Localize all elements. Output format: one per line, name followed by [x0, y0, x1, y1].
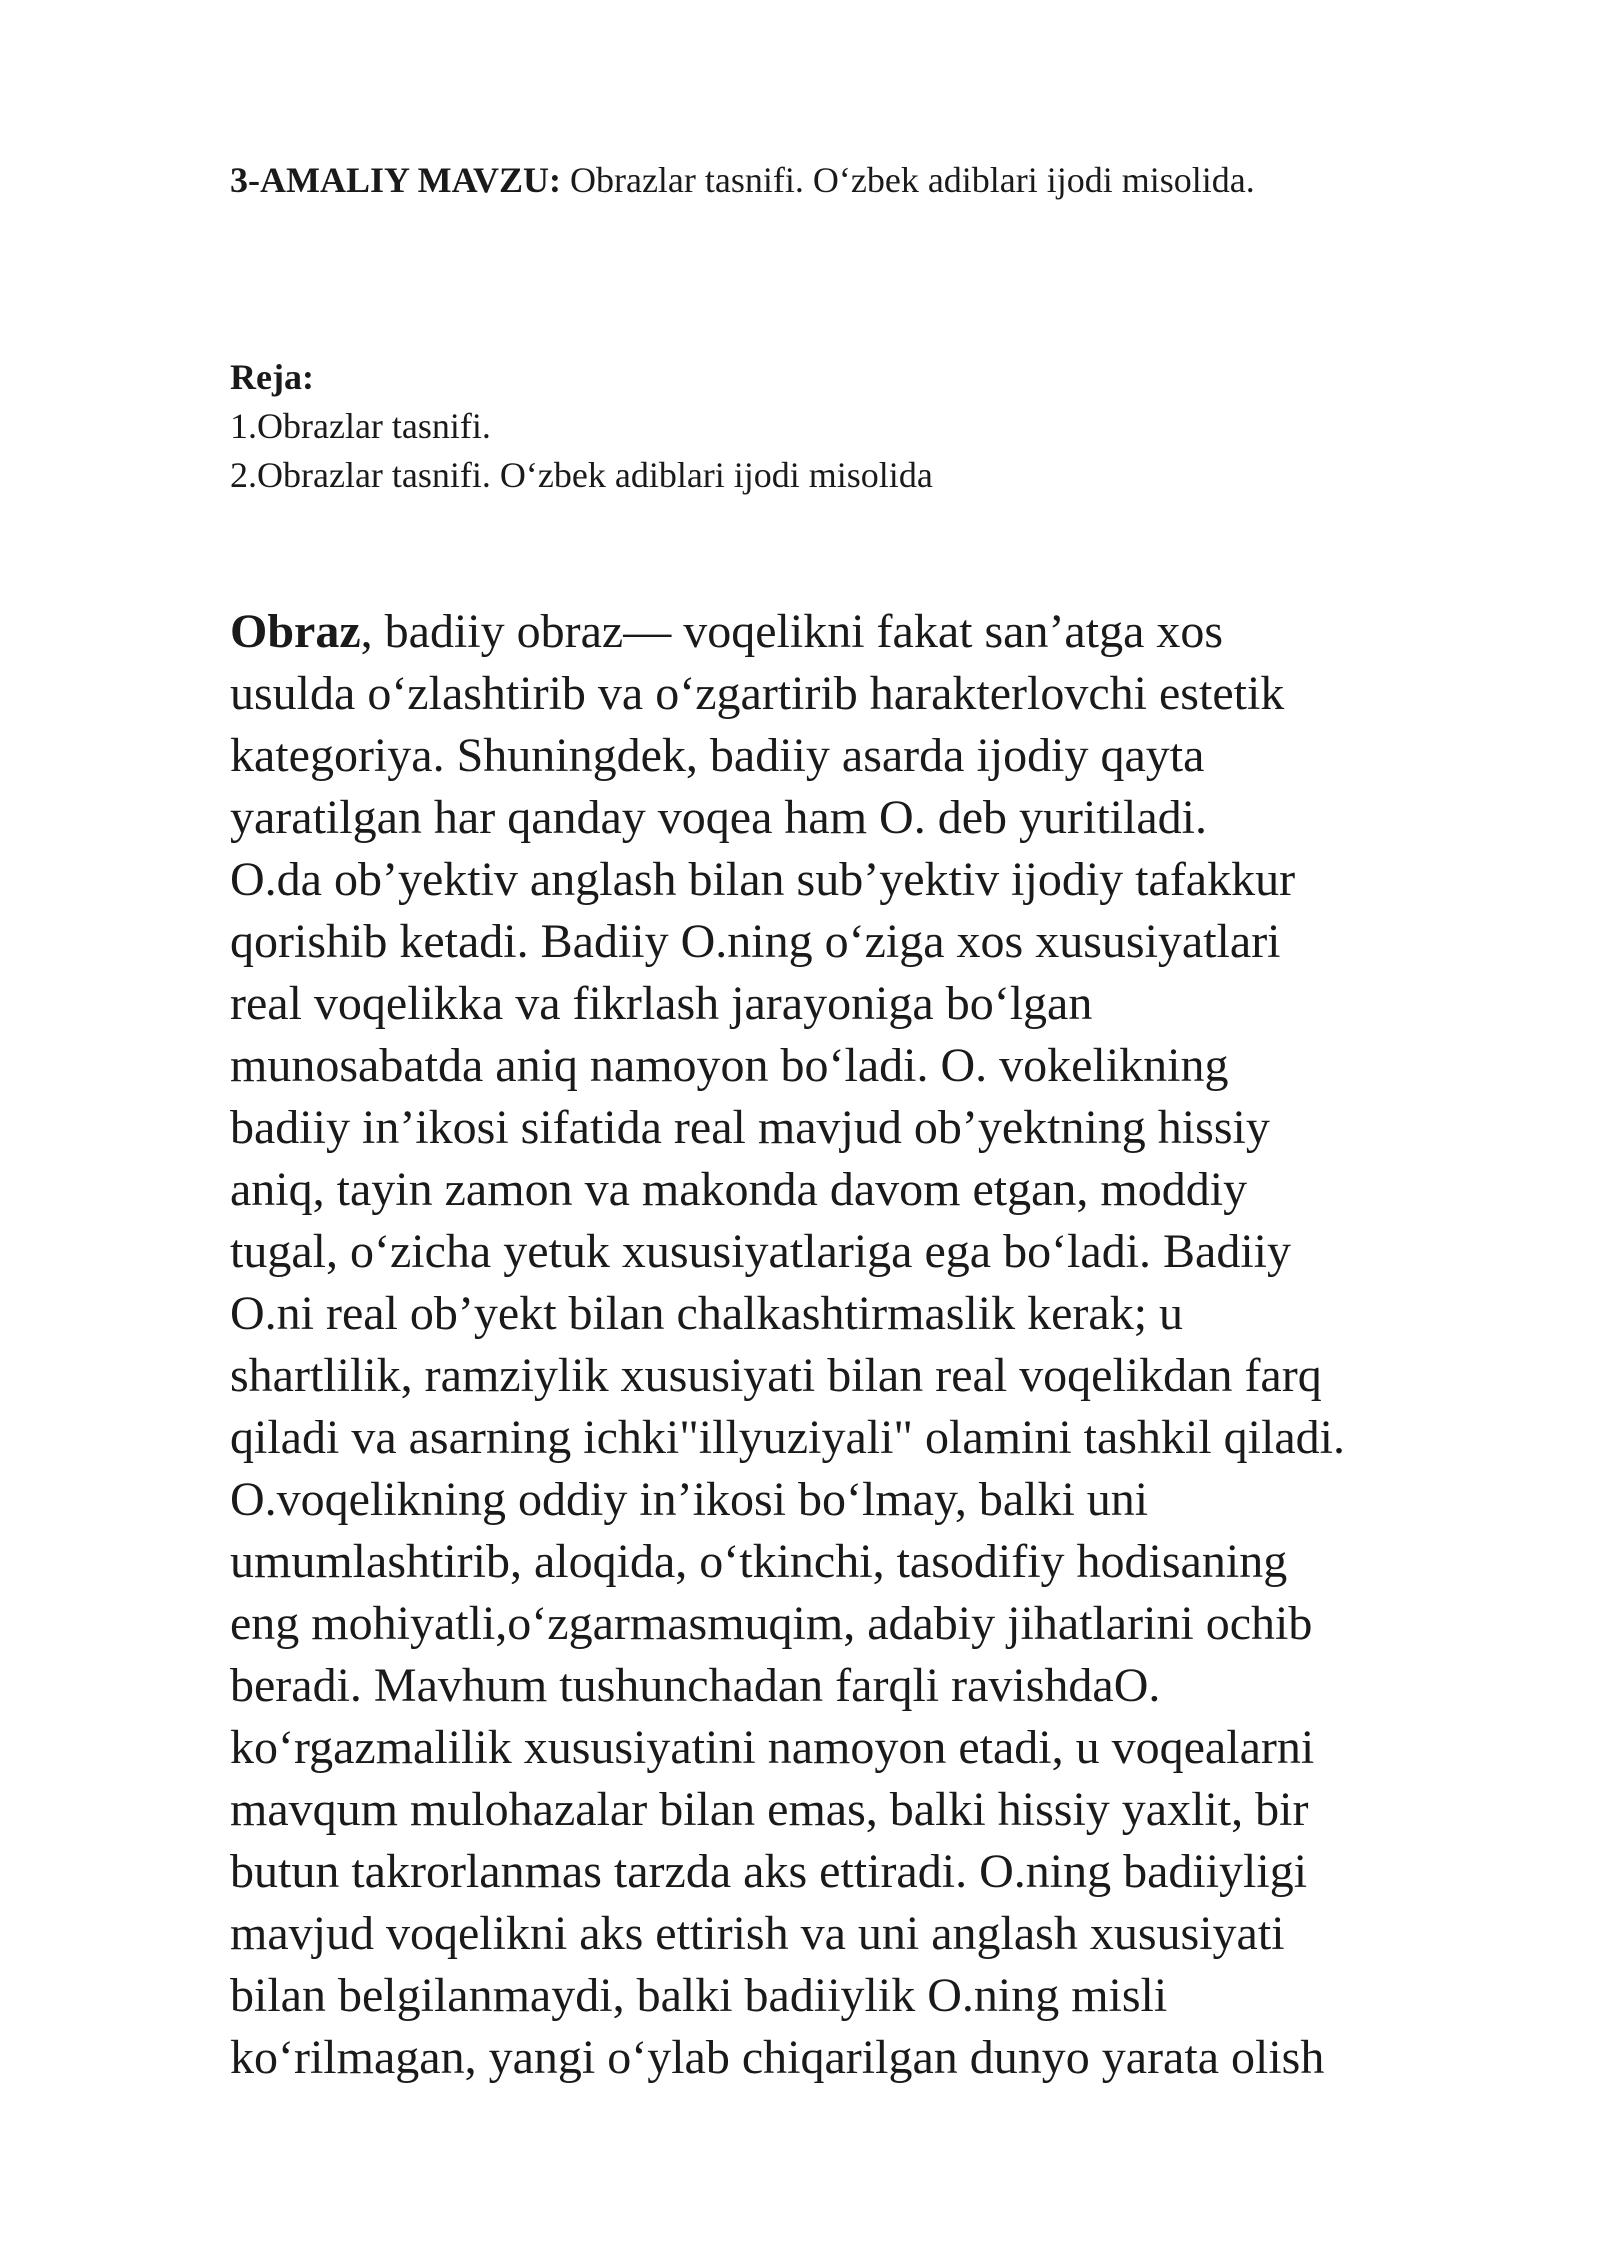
plan-list	[230, 402, 933, 500]
paragraph-line: O.voqelikning oddiy in’ikosi bo‘lmay, balki uni	[230, 1473, 1149, 1526]
paragraph-line: beradi. Mavhum tushunchadan farqli ravishdaO.	[230, 1659, 1161, 1712]
paragraph-line: umumlashtirib, aloqida, o‘tkinchi, tasodifiy hodisaning	[230, 1535, 1288, 1588]
paragraph-line: bilan belgilanmaydi, balki badiiylik O.ning misli	[230, 1969, 1168, 2022]
paragraph-line: badiiy in’ikosi sifatida real mavjud ob’yektning hissiy	[230, 1101, 1270, 1154]
defined-term: Obraz	[230, 605, 361, 658]
paragraph-line-text: , badiiy obraz— voqelikni fakat san’atga xos	[360, 605, 1224, 658]
paragraph-line: eng mohiyatli,o‘zgarmasmuqim, adabiy jihatlarini ochib	[230, 1597, 1313, 1650]
topic-heading	[230, 158, 1255, 202]
paragraph-line: mavqum mulohazalar bilan emas, balki hissiy yaxlit, bir	[230, 1783, 1309, 1836]
paragraph-line: yaratilgan har qanday voqea ham O. deb yuritiladi.	[230, 791, 1207, 844]
plan-section	[230, 353, 933, 500]
plan-item: 2.Obrazlar tasnifi. O‘zbek adiblari ijodi misolida	[230, 455, 933, 495]
paragraph-line: qiladi va asarning ichki"illyuziyali" olamini tashkil qiladi.	[230, 1411, 1345, 1464]
paragraph-line: real voqelikka va fikrlash jarayoniga bo‘lgan	[230, 977, 1093, 1030]
paragraph-line: O.da ob’yektiv anglash bilan sub’yektiv ijodiy tafakkur	[230, 853, 1296, 906]
paragraph-line: qorishib ketadi. Badiiy O.ning o‘ziga xos xususiyatlari	[230, 915, 1281, 968]
paragraph-line: tugal, o‘zicha yetuk xususiyatlariga ega bo‘ladi. Badiiy	[230, 1225, 1292, 1278]
plan-title: Reja:	[230, 357, 314, 397]
paragraph-line: usulda o‘zlashtirib va o‘zgartirib harakterlovchi estetik	[230, 667, 1285, 720]
paragraph-line: shartlilik, ramziylik xususiyati bilan real voqelikdan farq	[230, 1349, 1322, 1402]
paragraph-line: ko‘rilmagan, yangi o‘ylab chiqarilgan dunyo yarata olish	[230, 2031, 1325, 2084]
paragraph-line: munosabatda aniq namoyon bo‘ladi. O. vokelikning	[230, 1039, 1229, 1092]
plan-item: 1.Obrazlar tasnifi.	[230, 406, 491, 446]
paragraph-line: aniq, tayin zamon va makonda davom etgan, moddiy	[230, 1163, 1248, 1216]
paragraph-line	[230, 601, 1500, 663]
paragraph-line: butun takrorlanmas tarzda aks ettiradi. O.ning badiiyligi	[230, 1845, 1308, 1898]
topic-label: 3-AMALIY MAVZU:	[230, 160, 561, 200]
paragraph-line: O.ni real ob’yekt bilan chalkashtirmaslik kerak; u	[230, 1287, 1184, 1340]
topic-title: Obrazlar tasnifi. O‘zbek adiblari ijodi misolida.	[560, 160, 1255, 200]
paragraph-line: mavjud voqelikni aks ettirish va uni anglash xususiyati	[230, 1907, 1285, 1960]
paragraph-line: ko‘rgazmalilik xususiyatini namoyon etadi, u voqealarni	[230, 1721, 1315, 1774]
paragraph-line: kategoriya. Shuningdek, badiiy asarda ijodiy qayta	[230, 729, 1205, 782]
body-paragraph	[230, 601, 1500, 2089]
